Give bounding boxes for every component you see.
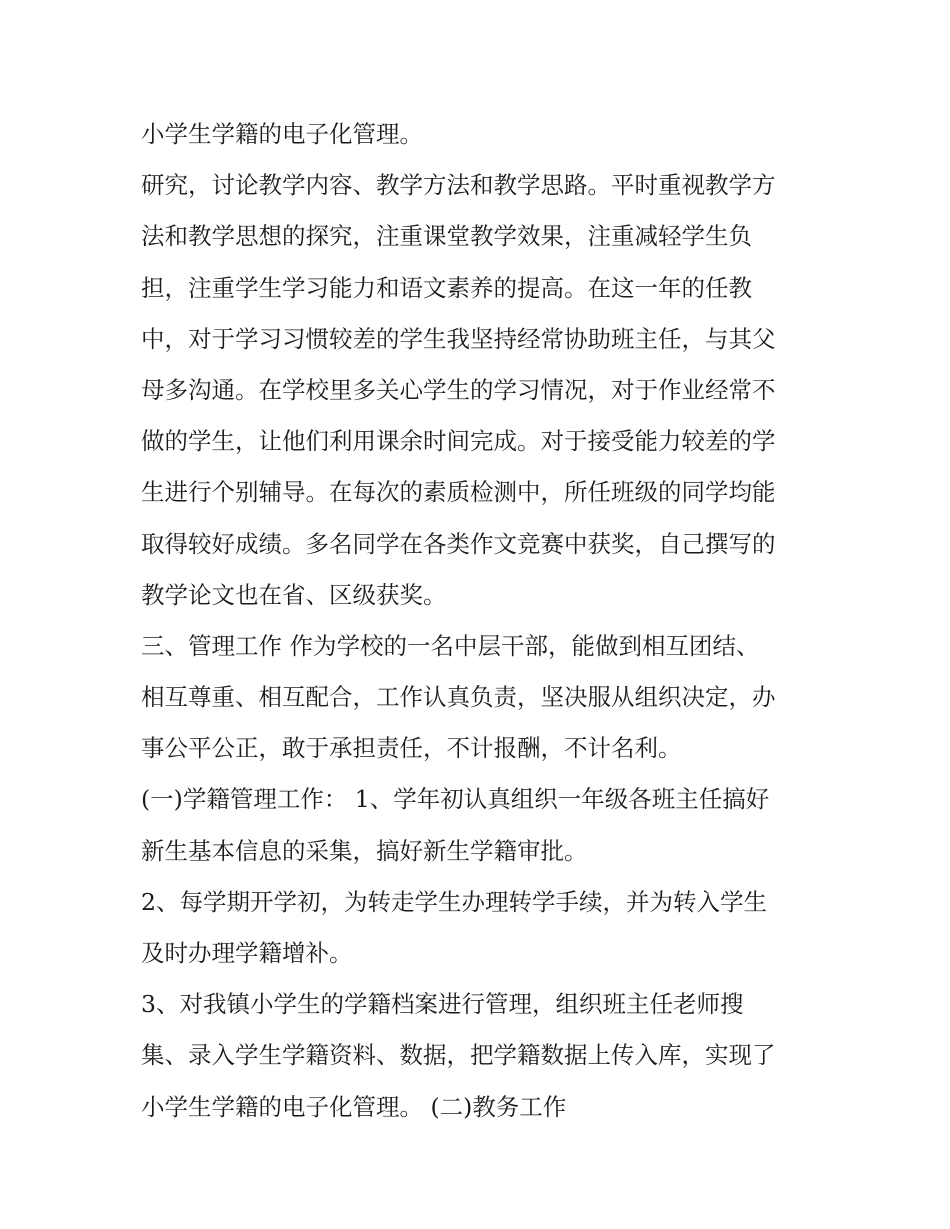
text-line: 研究，讨论教学内容、教学方法和教学思路。平时重视教学方 bbox=[141, 171, 776, 200]
text-line: 生进行个别辅导。在每次的素质检测中，所任班级的同学均能 bbox=[141, 478, 776, 507]
text-line: 担，注重学生学习能力和语文素养的提高。在这一年的任教 bbox=[141, 273, 752, 302]
text-line: 小学生学籍的电子化管理。 (二)教务工作 bbox=[141, 1092, 567, 1121]
text-line: 小学生学籍的电子化管理。 bbox=[141, 120, 423, 148]
text-line: 取得较好成绩。多名同学在各类作文竞赛中获奖，自己撰写的 bbox=[141, 529, 776, 558]
text-line: 3、对我镇小学生的学籍档案进行管理，组织班主任老师搜 bbox=[141, 990, 744, 1019]
text-line: 2、每学期开学初，为转走学生办理转学手续，并为转入学生 bbox=[141, 887, 767, 916]
text-line: 中，对于学习习惯较差的学生我坚持经常协助班主任，与其父 bbox=[141, 324, 776, 353]
text-line: 相互尊重、相互配合，工作认真负责，坚决服从组织决定，办 bbox=[141, 683, 776, 712]
text-line: 做的学生，让他们利用课余时间完成。对于接受能力较差的学 bbox=[141, 427, 776, 456]
section-heading-line: 三、管理工作 作为学校的一名中层干部，能做到相互团结、 bbox=[141, 631, 760, 660]
text-line: 法和教学思想的探究，注重课堂教学效果，注重减轻学生负 bbox=[141, 222, 752, 251]
text-line: 母多沟通。在学校里多关心学生的学习情况，对于作业经常不 bbox=[141, 375, 776, 404]
text-line: 集、录入学生学籍资料、数据，把学籍数据上传入库，实现了 bbox=[141, 1041, 776, 1070]
text-line: 教学论文也在省、区级获奖。 bbox=[141, 580, 447, 609]
text-line: 新生基本信息的采集，搞好新生学籍审批。 bbox=[141, 836, 588, 865]
text-line: 事公平公正，敢于承担责任，不计报酬，不计名利。 bbox=[141, 734, 682, 763]
subsection-heading-line: (一)学籍管理工作： 1、学年初认真组织一年级各班主任搞好 bbox=[141, 785, 770, 814]
text-line: 及时办理学籍增补。 bbox=[141, 939, 353, 967]
document-body bbox=[141, 109, 821, 1133]
